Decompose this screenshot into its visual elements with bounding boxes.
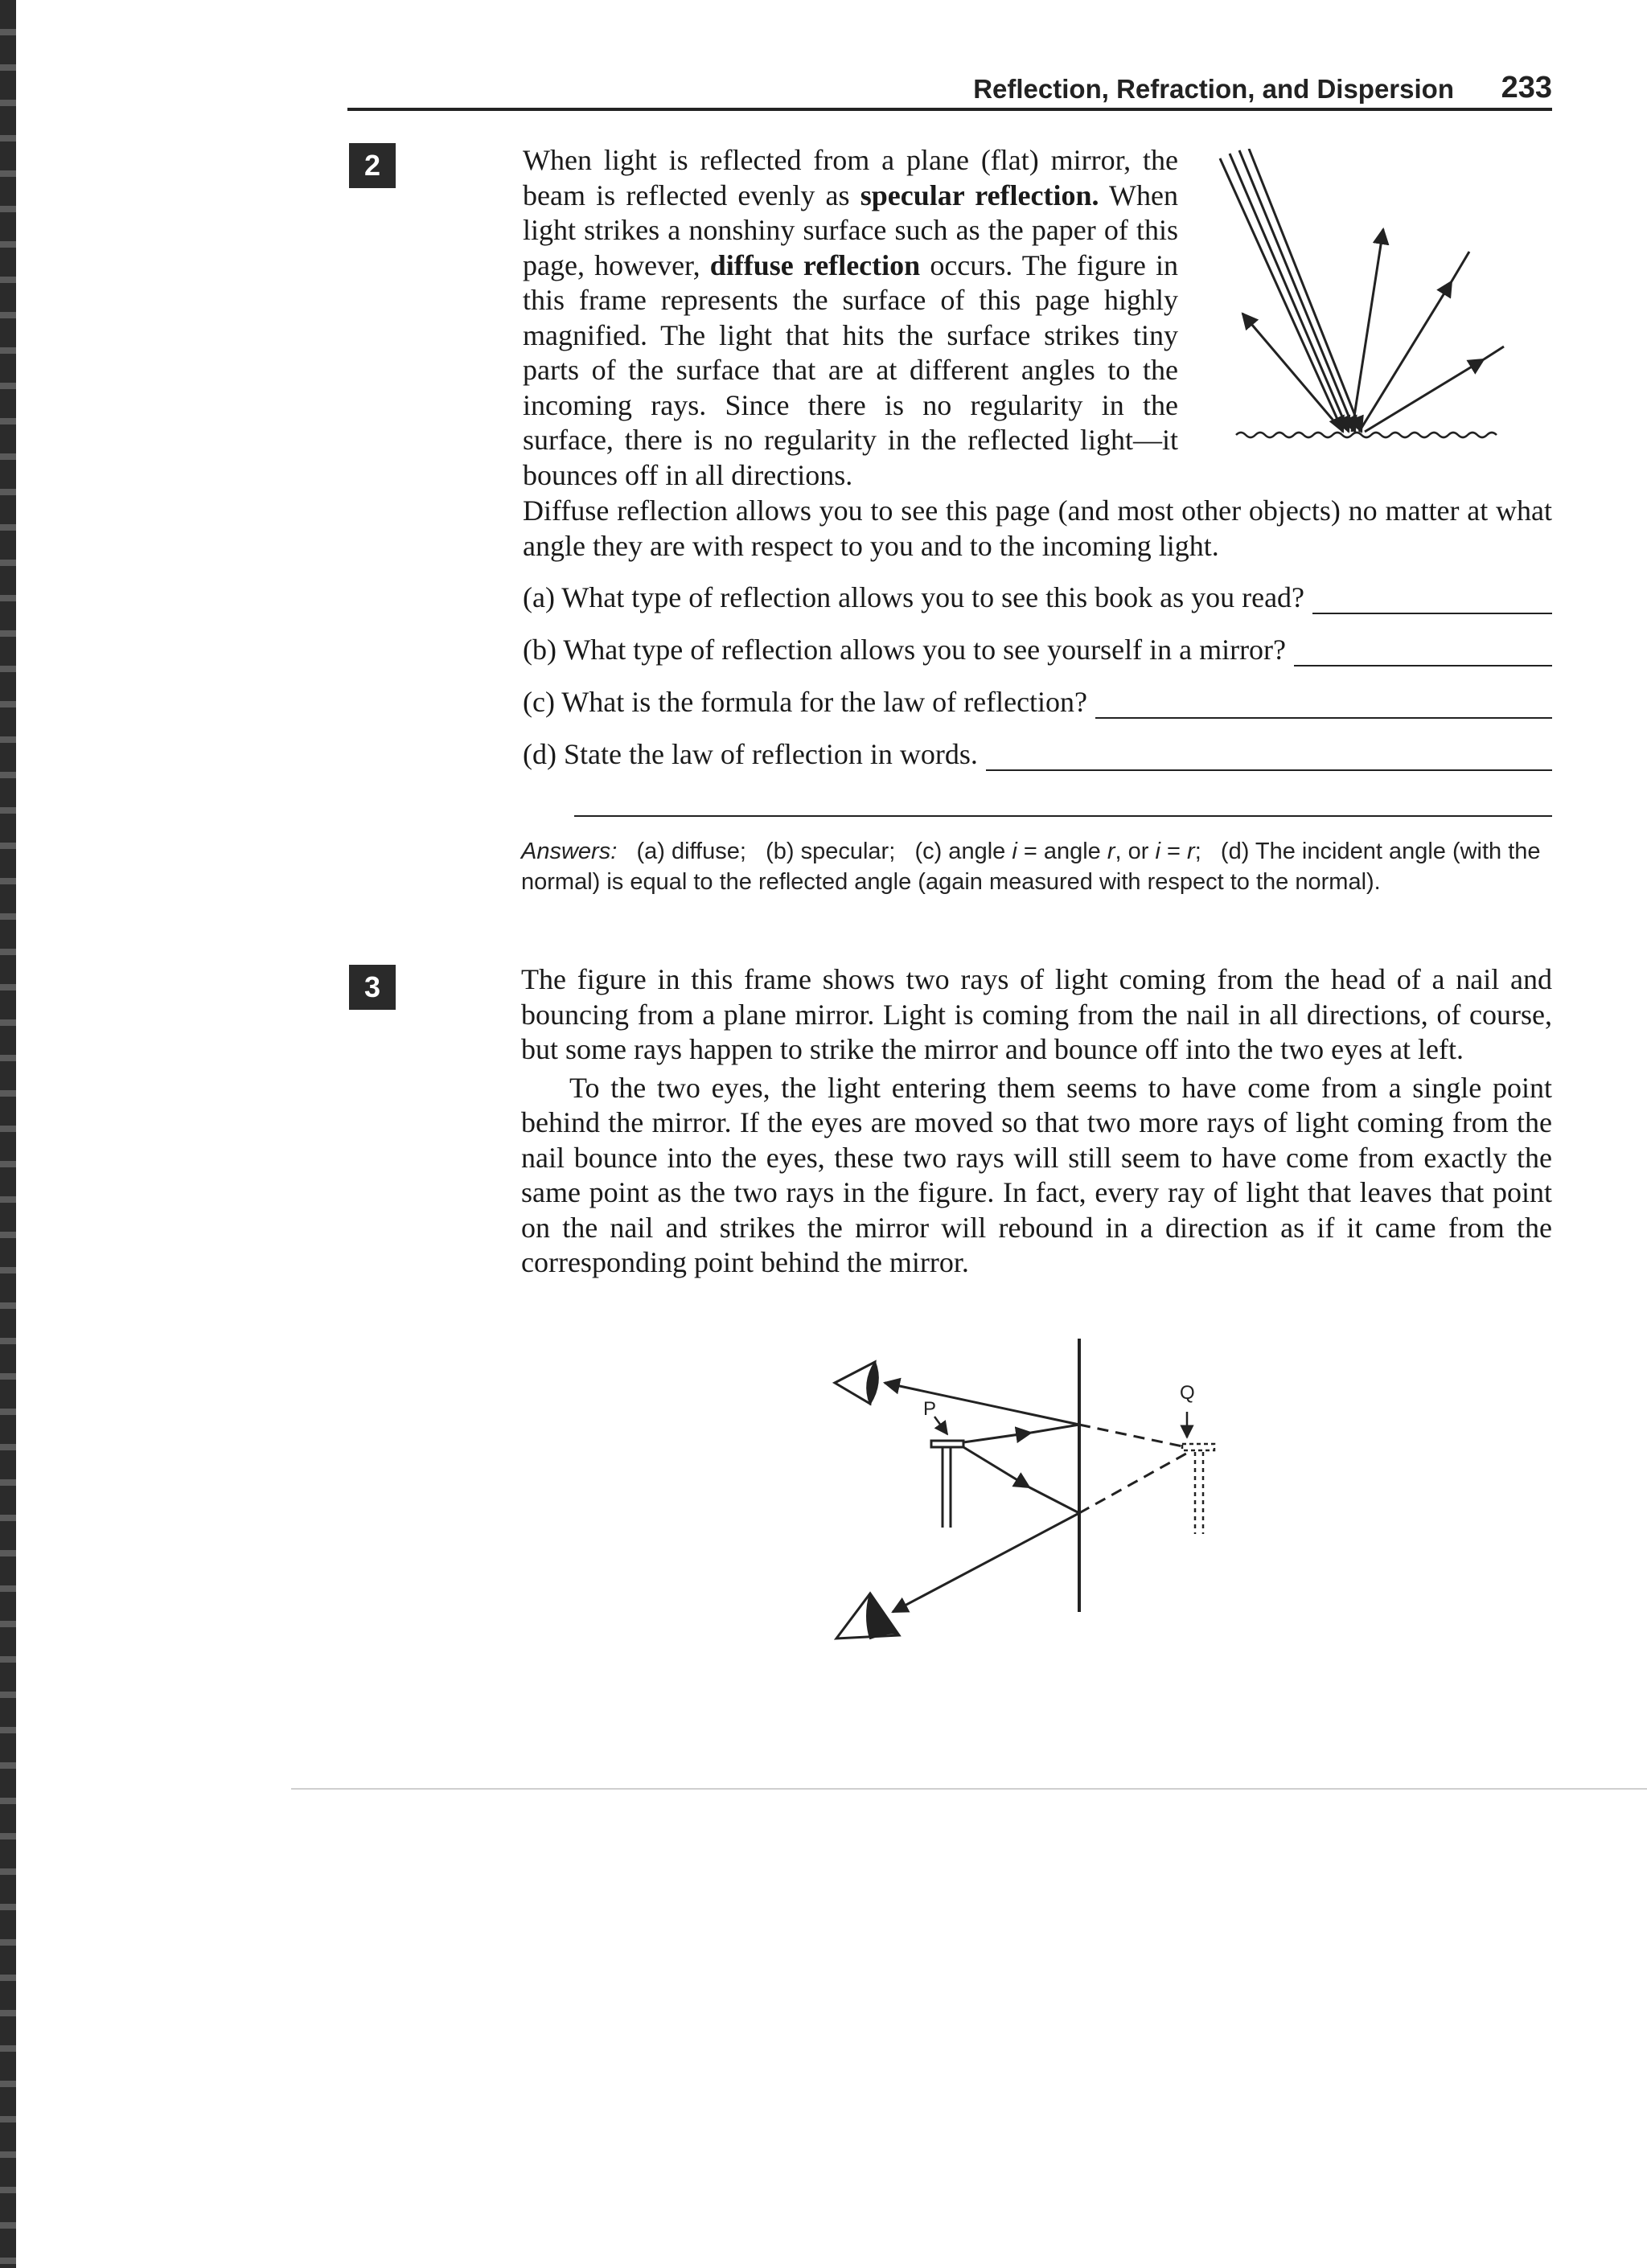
- answer-c-r1: r: [1107, 839, 1115, 864]
- chapter-title: Reflection, Refraction, and Dispersion: [973, 74, 1454, 104]
- answer-c-pre: (c) angle: [914, 839, 1012, 864]
- frame2-text-c: occurs. The figure in this frame represents the surface of this page highly magnified. The light that hits the surface strikes tiny parts of the surface that are at different angles to the incoming rays. Since there is no regularity in the surface, there is no regularity in the reflected light—it bounces off in all directions.: [523, 248, 1178, 491]
- label-p: P: [923, 1398, 937, 1420]
- answer-c-i1: i: [1012, 839, 1017, 864]
- frame3-para-2: To the two eyes, the light entering them seems to have come from a single point behind the mirror. If the eyes are moved so that two more rays of light coming from the nail bounce into the eyes, these two rays will still seem to have come from exactly the same point as the two rays in the figure. In fact, every ray of light that leaves that point on the nail and strikes the mirror will rebound in a direction as if it came from the corresponding point behind the mirror.: [521, 1071, 1552, 1278]
- question-d-text: (d) State the law of reflection in words.: [523, 738, 978, 770]
- answer-c-mid1: = angle: [1017, 839, 1107, 864]
- frame3-para-1: The figure in this frame shows two rays of light coming from the head of a nail and bouncing from a plane mirror. Light is coming from the nail in all directions, of course, but some rays happen to strike the mirror and bounce off into the two eyes at left.: [521, 963, 1552, 1065]
- page-number: 233: [1501, 71, 1552, 105]
- header-rule: [347, 108, 1552, 111]
- answer-blank-a[interactable]: [1312, 589, 1552, 614]
- term-diffuse-reflection: diffuse reflection: [709, 248, 921, 281]
- frame2-text-a: When light is reflected from a plane (flat) mirror, the beam is reflected evenly as: [523, 144, 1178, 211]
- question-a: [523, 580, 1552, 614]
- label-q: Q: [1180, 1382, 1195, 1404]
- plane-mirror-nail-figure: [828, 1335, 1247, 1656]
- question-b: [523, 633, 1552, 666]
- term-specular-reflection: specular reflection.: [860, 178, 1099, 211]
- answer-blank-b[interactable]: [1294, 641, 1552, 666]
- frame-number-3: 3: [349, 965, 396, 1010]
- frame-number-2: 2: [349, 143, 396, 188]
- scan-binding-edge: [0, 0, 16, 2268]
- answer-d: (d) The incident angle (with the normal) is equal to the reflected angle (again measured with respect to the normal).: [521, 839, 1541, 895]
- answer-c: [914, 839, 1201, 864]
- question-a-text: (a) What type of reflection allows you to see this book as you read?: [523, 581, 1305, 613]
- frame3-text: [521, 962, 1552, 1281]
- frame2-text-b: When light strikes a nonshiny surface such as the paper of this page, however,: [523, 178, 1179, 281]
- answer-blank-c[interactable]: [1095, 693, 1552, 719]
- answer-c-end: ;: [1194, 839, 1201, 864]
- answers-label: Answers:: [521, 839, 618, 864]
- answer-blank-d-continued[interactable]: [574, 815, 1552, 817]
- answer-c-mid3: =: [1160, 839, 1188, 864]
- answers-block: [521, 836, 1552, 897]
- page-bottom-rule: [291, 1788, 1647, 1790]
- frame2-paragraph-wrapped: [523, 143, 1178, 493]
- answer-blank-d[interactable]: [986, 745, 1552, 771]
- frame2-paragraph-full: [523, 494, 1552, 564]
- answer-b: (b) specular;: [766, 839, 896, 864]
- question-c: [523, 685, 1552, 719]
- answer-c-mid2: , or: [1115, 839, 1156, 864]
- answer-c-i2: i: [1155, 839, 1160, 864]
- question-d: [523, 737, 1552, 771]
- answer-c-r2: r: [1187, 839, 1195, 864]
- frame2-text-full: Diffuse reflection allows you to see this page (and most other objects) no matter at what angle they are with respect to you and to the incoming light.: [523, 494, 1552, 562]
- answer-a: (a) diffuse;: [636, 839, 746, 864]
- diffuse-reflection-figure: [1218, 149, 1524, 446]
- question-c-text: (c) What is the formula for the law of reflection?: [523, 686, 1088, 718]
- question-b-text: (b) What type of reflection allows you to see yourself in a mirror?: [523, 634, 1287, 666]
- running-header: [347, 71, 1552, 109]
